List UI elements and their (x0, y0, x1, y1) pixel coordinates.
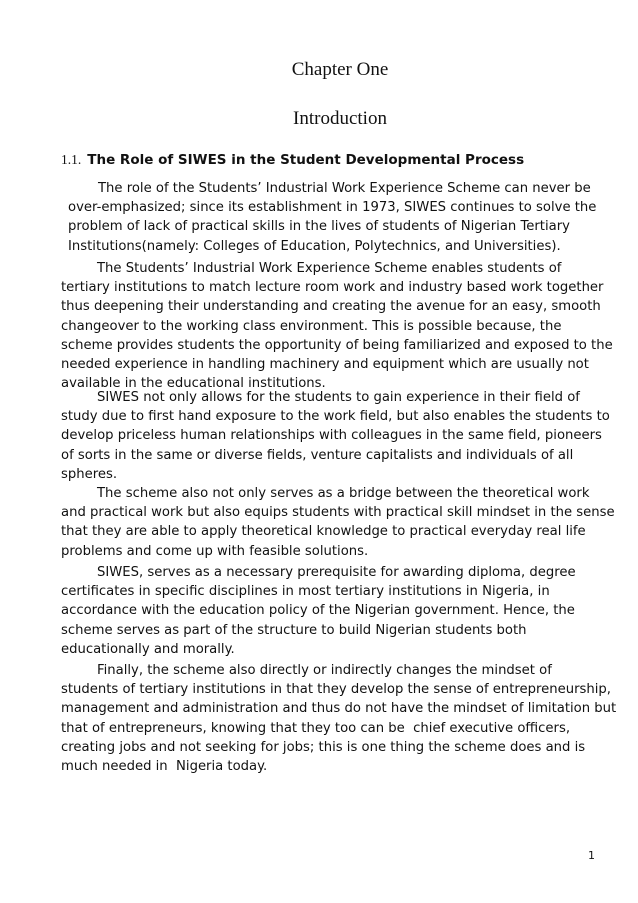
paragraph-5 (61, 563, 631, 659)
paragraph-line: educationally and morally. (61, 641, 235, 657)
page-number: 1 (588, 849, 595, 862)
paragraph-line: much needed in Nigeria today. (61, 758, 268, 774)
paragraph-line: that they are able to apply theoretical knowledge to practical everyday real life (61, 524, 586, 540)
paragraph-1 (68, 179, 628, 256)
chapter-title: Chapter One (291, 59, 389, 80)
paragraph-line: tertiary institutions to match lecture room work and industry based work together (61, 280, 604, 296)
paragraph-line: problem of lack of practical skills in the lives of students of Nigerian Tertiary (68, 219, 570, 235)
paragraph-line: needed experience in handling machinery and equipment which are usually not (61, 356, 589, 372)
section-title: The Role of SIWES in the Student Developmental Process (87, 152, 525, 168)
paragraph-line: The Students’ Industrial Work Experience Scheme enables students of (97, 261, 562, 276)
paragraph-line: The scheme also not only serves as a bridge between the theoretical work (97, 486, 590, 501)
paragraph-line: of sorts in the same or diverse fields, venture capitalists and individuals of all (61, 447, 574, 463)
paragraph-line: problems and come up with feasible solutions. (61, 543, 369, 559)
paragraph-line: changeover to the working class environment. This is possible because, the (61, 318, 562, 334)
paragraph-line: certificates in specific disciplines in most tertiary institutions in Nigeria, in (61, 584, 550, 600)
paragraph-line: that of entrepreneurs, knowing that they too can be chief executive officers, (61, 720, 571, 736)
paragraph-line: over-emphasized; since its establishment in 1973, SIWES continues to solve the (68, 200, 597, 216)
paragraph-line: develop priceless human relationships with colleagues in the same field, pioneers (61, 428, 602, 444)
paragraph-line: SIWES, serves as a necessary prerequisite for awarding diploma, degree (97, 565, 576, 580)
paragraph-line: Institutions(namely: Colleges of Education, Polytechnics, and Universities). (68, 238, 561, 254)
paragraph-line: available in the educational institutions. (61, 376, 326, 392)
paragraph-line: and practical work but also equips students with practical skill mindset in the sense (61, 505, 615, 521)
paragraph-line: Finally, the scheme also directly or indirectly changes the mindset of (97, 663, 552, 678)
paragraph-line: thus deepening their understanding and creating the avenue for an easy, smooth (61, 299, 601, 315)
paragraph-line: The role of the Students’ Industrial Work Experience Scheme can never be (98, 181, 591, 196)
paragraph-line: creating jobs and not seeking for jobs; this is one thing the scheme does and is (61, 739, 586, 755)
paragraph-line: management and administration and thus do not have the mindset of limitation but (61, 701, 617, 717)
paragraph-line: scheme provides students the opportunity of being familiarized and exposed to the (61, 337, 613, 353)
paragraph-line: spheres. (61, 466, 118, 482)
paragraph-2 (61, 259, 631, 393)
paragraph-4 (61, 484, 631, 561)
paragraph-line: accordance with the education policy of the Nigerian government. Hence, the (61, 603, 575, 619)
section-number: 1.1. (61, 152, 82, 167)
paragraph-line: scheme serves as part of the structure to build Nigerian students both (61, 622, 527, 638)
chapter-subtitle: Introduction (293, 108, 387, 129)
paragraph-line: SIWES not only allows for the students to gain experience in their field of (97, 390, 580, 405)
section-heading (61, 150, 621, 170)
paragraph-line: students of tertiary institutions in that they develop the sense of entrepreneurship, (61, 682, 611, 698)
paragraph-3 (61, 388, 631, 484)
paragraph-6 (61, 661, 631, 776)
paragraph-line: study due to first hand exposure to the work field, but also enables the students to (61, 409, 610, 425)
